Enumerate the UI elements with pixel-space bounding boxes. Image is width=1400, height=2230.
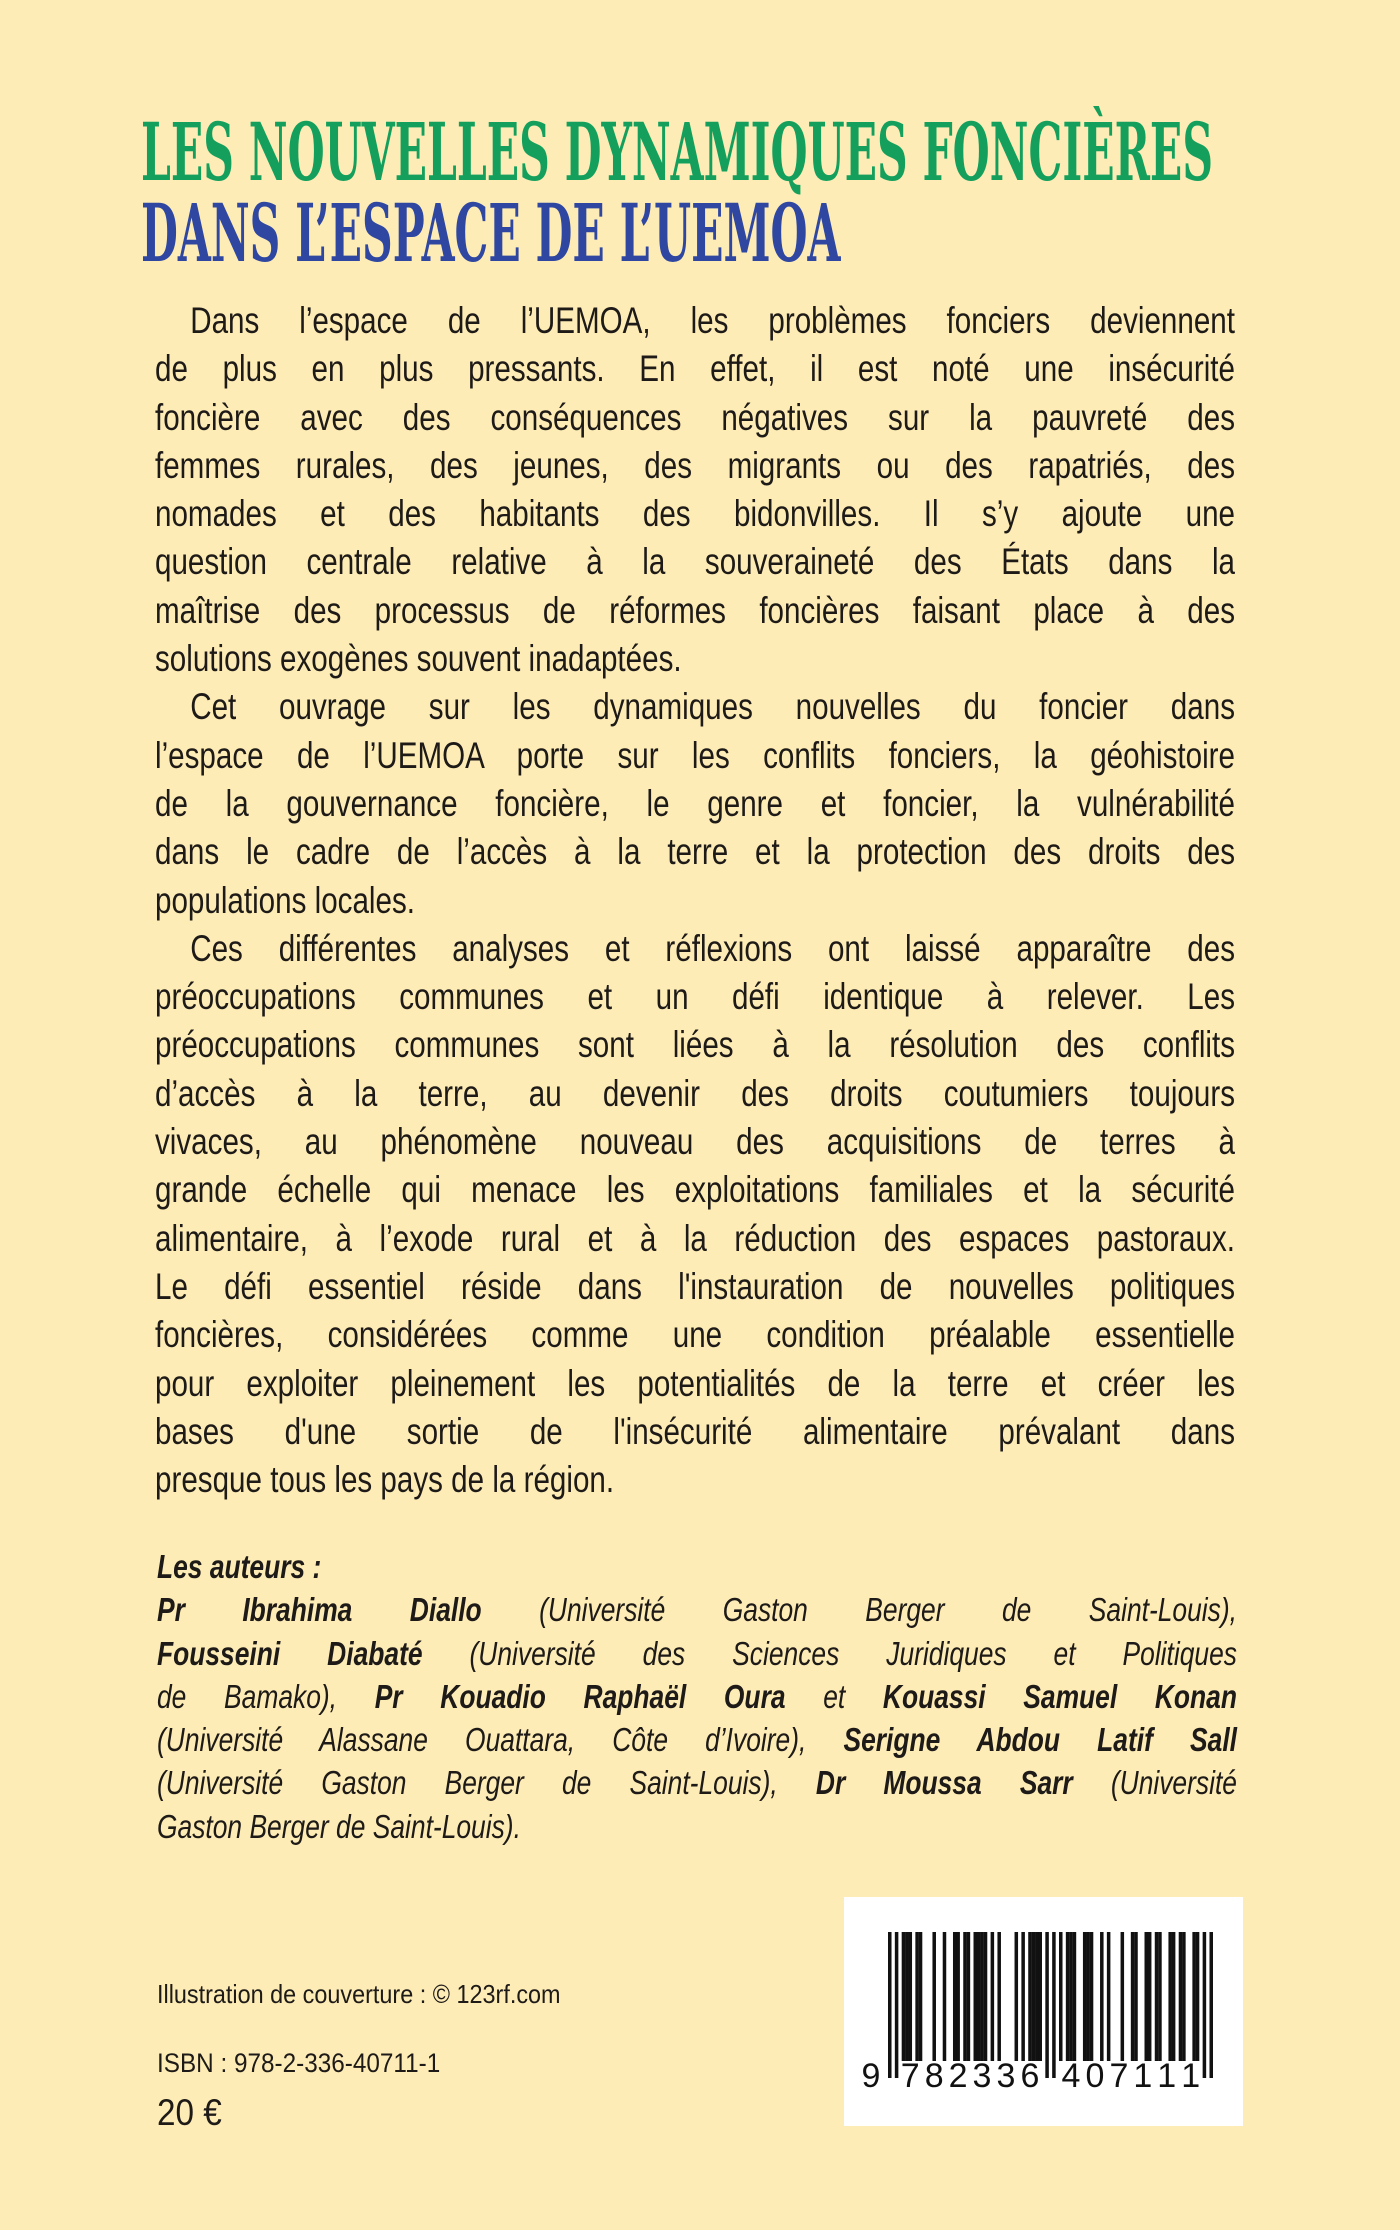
body-line: alimentaire, à l’exode rural et à la réduction des espaces pastoraux. bbox=[155, 1217, 1235, 1259]
body-line: Le défi essentiel réside dans l'instauration de nouvelles politiques bbox=[155, 1265, 1235, 1307]
author-affiliation: de Bamako), bbox=[157, 1677, 375, 1715]
body-line: solutions exogènes souvent inadaptées. bbox=[155, 638, 682, 680]
authors-section bbox=[157, 1545, 1237, 1848]
author-name: Dr Moussa Sarr bbox=[815, 1764, 1073, 1802]
body-line: dans le cadre de l’accès à la terre et la protection des droits des bbox=[155, 831, 1235, 873]
body-line: préoccupations communes sont liées à la résolution des conflits bbox=[155, 1024, 1235, 1066]
isbn: ISBN : 978-2-336-40711-1 bbox=[157, 2048, 441, 2078]
author-affiliation: (Université Alassane Ouattara, Côte d’Ivoire), bbox=[157, 1721, 844, 1759]
body-line: pour exploiter pleinement les potentialités de la terre et créer les bbox=[155, 1362, 1235, 1404]
authors-line bbox=[157, 1805, 1237, 1848]
author-affiliation: (Université des Sciences Juridiques et Politiques bbox=[422, 1634, 1237, 1672]
body-line: préoccupations communes et un défi identique à relever. Les bbox=[155, 976, 1235, 1018]
body-line: de la gouvernance foncière, le genre et foncier, la vulnérabilité bbox=[155, 782, 1235, 824]
author-name: Pr Kouadio Raphaël Oura bbox=[374, 1677, 786, 1715]
body-line: de plus en plus pressants. En effet, il est noté une insécurité bbox=[155, 348, 1235, 390]
body-line: bases d'une sortie de l'insécurité alimentaire prévalant dans bbox=[155, 1410, 1235, 1452]
body-line: femmes rurales, des jeunes, des migrants ou des rapatriés, des bbox=[155, 444, 1235, 486]
authors-line bbox=[157, 1588, 1237, 1631]
svg-text:1: 1 bbox=[1133, 2057, 1153, 2095]
author-name: Fousseini Diabaté bbox=[157, 1634, 423, 1672]
svg-text:3: 3 bbox=[972, 2057, 992, 2095]
body-line: maîtrise des processus de réformes foncières faisant place à des bbox=[155, 589, 1235, 631]
svg-text:8: 8 bbox=[924, 2057, 944, 2095]
author-name: Kouassi Samuel Konan bbox=[882, 1677, 1237, 1715]
body-line: d’accès à la terre, au devenir des droits coutumiers toujours bbox=[155, 1072, 1235, 1114]
authors-line bbox=[157, 1632, 1237, 1675]
authors-line bbox=[157, 1761, 1237, 1804]
svg-text:1: 1 bbox=[1157, 2057, 1177, 2095]
svg-text:2: 2 bbox=[948, 2057, 968, 2095]
body-line: foncière avec des conséquences négatives sur la pauvreté des bbox=[155, 396, 1235, 438]
authors-heading: Les auteurs : bbox=[157, 1548, 322, 1585]
svg-text:4: 4 bbox=[1061, 2057, 1081, 2095]
author-affiliation: (Université Gaston Berger de Saint-Louis), bbox=[157, 1764, 816, 1802]
body-line: l’espace de l’UEMOA porte sur les conflits fonciers, la géohistoire bbox=[155, 734, 1235, 776]
svg-text:3: 3 bbox=[996, 2057, 1016, 2095]
svg-text:0: 0 bbox=[1085, 2057, 1105, 2095]
title-line-2: DANS L’ESPACE DE L’UEMOA bbox=[141, 186, 841, 280]
authors-line bbox=[157, 1718, 1237, 1761]
price: 20 € bbox=[157, 2092, 222, 2133]
title-line-1: LES NOUVELLES DYNAMIQUES FONCIÈRES bbox=[141, 105, 1213, 199]
author-affiliation: et bbox=[785, 1677, 883, 1715]
body-line: Dans l’espace de l’UEMOA, les problèmes fonciers deviennent bbox=[190, 300, 1236, 341]
body-line: populations locales. bbox=[155, 879, 415, 921]
body-line: vivaces, au phénomène nouveau des acquisitions de terres à bbox=[155, 1121, 1235, 1163]
authors-line bbox=[157, 1675, 1237, 1718]
body-line: presque tous les pays de la région. bbox=[155, 1459, 615, 1501]
body-line: question centrale relative à la souveraineté des États dans la bbox=[155, 541, 1235, 583]
illustration-credit: Illustration de couverture : © 123rf.com bbox=[157, 1979, 561, 2009]
author-affiliation: (Université Gaston Berger de Saint-Louis), bbox=[481, 1591, 1237, 1629]
svg-text:6: 6 bbox=[1020, 2057, 1040, 2095]
author-affiliation: (Université bbox=[1072, 1764, 1237, 1802]
body-line: nomades et des habitants des bidonvilles. Il s’y ajoute une bbox=[155, 493, 1235, 535]
back-cover-summary bbox=[155, 297, 1235, 1504]
author-name: Pr Ibrahima Diallo bbox=[157, 1591, 482, 1629]
barcode-icon bbox=[844, 1897, 1243, 2126]
author-name: Serigne Abdou Latif Sall bbox=[843, 1721, 1237, 1759]
body-line: Cet ouvrage sur les dynamiques nouvelles du foncier dans bbox=[190, 686, 1236, 728]
body-line: Ces différentes analyses et réflexions ont laissé apparaître des bbox=[190, 927, 1236, 969]
isbn-barcode bbox=[844, 1897, 1243, 2126]
body-line: foncières, considérées comme une condition préalable essentielle bbox=[155, 1314, 1235, 1356]
author-affiliation: Gaston Berger de Saint-Louis). bbox=[157, 1807, 521, 1845]
svg-text:7: 7 bbox=[1109, 2057, 1129, 2095]
body-line: grande échelle qui menace les exploitations familiales et la sécurité bbox=[155, 1169, 1235, 1211]
svg-text:1: 1 bbox=[1181, 2057, 1201, 2095]
svg-text:9: 9 bbox=[861, 2057, 881, 2095]
svg-text:7: 7 bbox=[900, 2057, 920, 2095]
